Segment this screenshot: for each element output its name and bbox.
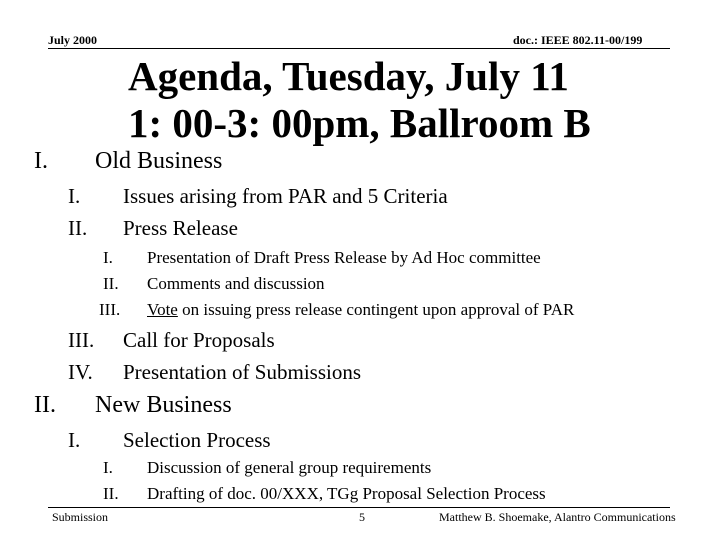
header-rule bbox=[48, 48, 670, 49]
vote-underlined: Vote bbox=[147, 300, 178, 319]
subitem-general-requirements: Discussion of general group requirements bbox=[147, 458, 432, 477]
subitem-drafting-doc: Drafting of doc. 00/XXX, TGg Proposal Selection Process bbox=[147, 484, 546, 503]
header-doc-id: doc.: IEEE 802.11-00/199 bbox=[513, 33, 643, 47]
subitem-number: III. bbox=[99, 300, 121, 319]
subitem-number: II. bbox=[103, 274, 119, 293]
item-number: IV. bbox=[68, 360, 93, 384]
section-number: II. bbox=[34, 392, 56, 418]
subitem-draft-press-release: Presentation of Draft Press Release by Ad Hoc committee bbox=[147, 248, 541, 267]
subitem-vote bbox=[147, 300, 574, 320]
footer-page-number: 5 bbox=[359, 510, 365, 524]
item-selection-process: Selection Process bbox=[123, 428, 271, 452]
header-date: July 2000 bbox=[48, 33, 98, 47]
subitem-number: I. bbox=[103, 248, 113, 267]
subitem-number: I. bbox=[103, 458, 113, 477]
section-number: I. bbox=[34, 148, 48, 174]
section-heading-old-business: Old Business bbox=[95, 148, 223, 174]
item-presentation-of-submissions: Presentation of Submissions bbox=[123, 360, 362, 384]
item-number: II. bbox=[68, 216, 88, 240]
slide-title-line1: Agenda, Tuesday, July 11 bbox=[128, 53, 569, 99]
subitem-number: II. bbox=[103, 484, 119, 503]
item-number: I. bbox=[68, 428, 81, 452]
section-heading-new-business: New Business bbox=[95, 392, 232, 418]
footer-author: Matthew B. Shoemake, Alantro Communications bbox=[439, 510, 676, 524]
footer-submission: Submission bbox=[52, 510, 109, 524]
vote-rest: on issuing press release contingent upon approval of PAR bbox=[177, 300, 575, 319]
item-number: I. bbox=[68, 184, 81, 208]
item-number: III. bbox=[68, 328, 95, 352]
slide-title-line2: 1: 00-3: 00pm, Ballroom B bbox=[128, 100, 591, 146]
footer-rule bbox=[48, 507, 670, 508]
item-issues-par: Issues arising from PAR and 5 Criteria bbox=[123, 184, 448, 208]
subitem-comments: Comments and discussion bbox=[147, 274, 325, 293]
item-call-for-proposals: Call for Proposals bbox=[123, 328, 275, 352]
item-press-release: Press Release bbox=[123, 216, 238, 240]
